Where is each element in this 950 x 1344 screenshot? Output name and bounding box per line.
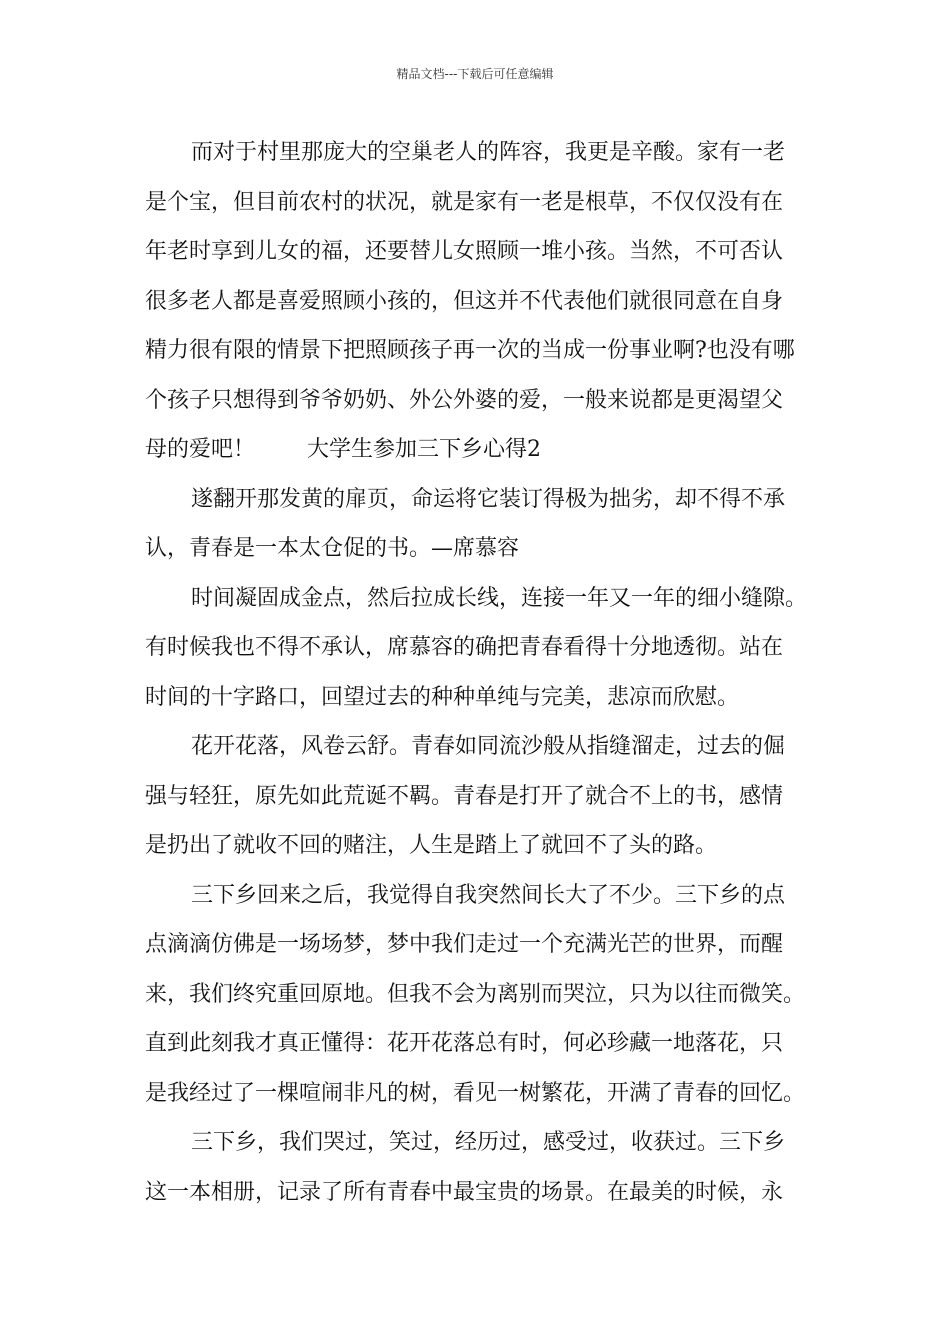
document-body xyxy=(145,128,807,1217)
paragraph-line: 年老时享到儿女的福，还要替儿女照顾一堆小孩。当然，不可否认 xyxy=(145,239,784,264)
paragraph-line: 时间的十字路口，回望过去的种种单纯与完美，悲凉而欣慰。 xyxy=(145,684,740,710)
paragraph-line: 个孩子只想得到爷爷奶奶、外公外婆的爱，一般来说都是更渴望父 xyxy=(145,387,784,413)
paragraph-line: 花开花落，风卷云舒。青春如同流沙般从指缝溜走，过去的倔 xyxy=(191,734,786,759)
paragraph-line: 有时候我也不得不承认，席慕容的确把青春看得十分地透彻。站在 xyxy=(145,635,784,660)
paragraph-line: 是扔出了就收不回的赌注，人生是踏上了就回不了头的路。 xyxy=(145,833,718,858)
paragraph-line: 时间凝固成金点，然后拉成长线，连接一年又一年的细小缝隙。 xyxy=(191,585,808,611)
paragraph-line: 来，我们终究重回原地。但我不会为离别而哭泣，只为以往而微笑。 xyxy=(145,981,806,1007)
paragraph-line: 是我经过了一棵喧闹非凡的树，看见一树繁花，开满了青春的回忆。 xyxy=(145,1080,806,1106)
paragraph-line: 认，青春是一本太仓促的书。—席慕容 xyxy=(145,536,520,561)
paragraph-line: 这一本相册，记录了所有青春中最宝贵的场景。在最美的时候，永 xyxy=(145,1179,784,1205)
paragraph-line: 而对于村里那庞大的空巢老人的阵容，我更是辛酸。家有一老 xyxy=(191,140,786,165)
paragraph-line: 点滴滴仿佛是一场场梦，梦中我们走过一个充满光芒的世界，而醒 xyxy=(145,932,784,957)
paragraph-end-text: 母的爱吧！ xyxy=(145,437,256,462)
paragraph-line-with-title xyxy=(145,425,807,475)
section-title: 大学生参加三下乡心得2 xyxy=(307,437,542,462)
page-header: 精品文档---下载后可任意编辑 xyxy=(396,67,554,81)
paragraph-line: 很多老人都是喜爱照顾小孩的，但这并不代表他们就很同意在自身 xyxy=(145,288,784,314)
paragraph-line: 是个宝，但目前农村的状况，就是家有一老是根草，不仅仅没有在 xyxy=(145,189,784,215)
paragraph-line: 遂翻开那发黄的扉页，命运将它装订得极为拙劣，却不得不承 xyxy=(191,486,786,512)
paragraph-line: 精力很有限的情景下把照顾孩子再一次的当成一份事业啊?也没有哪 xyxy=(145,338,795,363)
paragraph-line: 三下乡，我们哭过，笑过，经历过，感受过，收获过。三下乡 xyxy=(191,1130,786,1155)
paragraph-line: 直到此刻我才真正懂得：花开花落总有时，何必珍藏一地落花，只 xyxy=(145,1031,784,1056)
paragraph-line: 强与轻狂，原先如此荒诞不羁。青春是打开了就合不上的书，感情 xyxy=(145,783,784,809)
paragraph-line: 三下乡回来之后，我觉得自我突然间长大了不少。三下乡的点 xyxy=(191,882,786,908)
